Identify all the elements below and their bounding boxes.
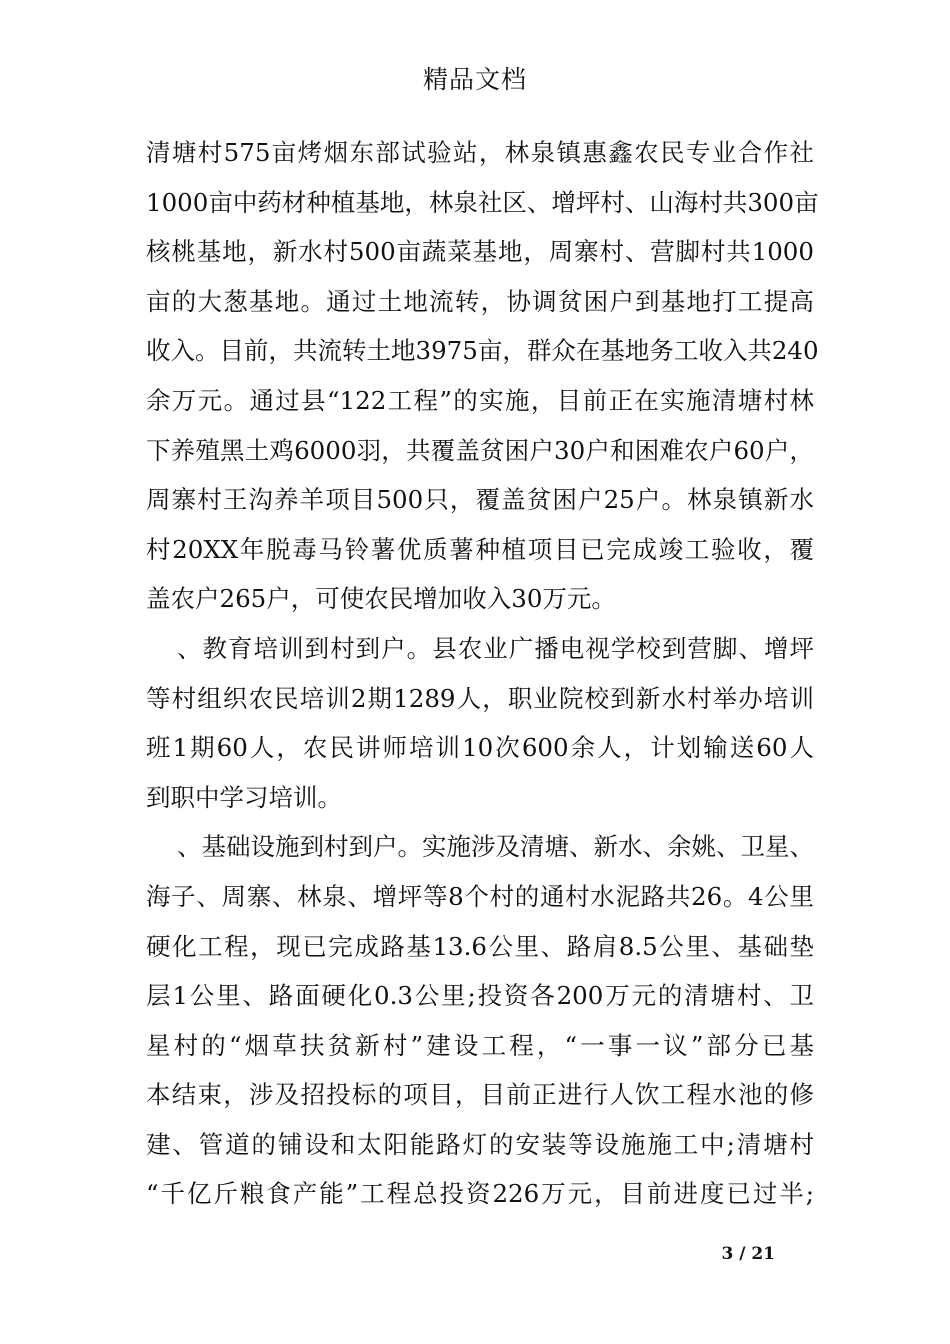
- paragraph-start-education: 、教育培训到村到户。县农业广播电视学校到营脚、增坪: [177, 633, 814, 663]
- text-line: 海子、周寨、林泉、增坪等8个村的通村水泥路共26。4公里: [146, 881, 814, 911]
- text-line: 班1期60人，农民讲师培训10次600余人，计划输送60人: [146, 733, 814, 763]
- text-line: 核桃基地，新水村500亩蔬菜基地，周寨村、营脚村共1000: [146, 237, 814, 267]
- text-line: 亩的大葱基地。通过土地流转，协调贫困户到基地打工提高: [146, 286, 814, 316]
- text-line: 周寨村王沟养羊项目500只，覆盖贫困户25户。林泉镇新水: [146, 485, 814, 515]
- text-line: 清塘村575亩烤烟东部试验站，林泉镇惠鑫农民专业合作社: [146, 138, 814, 167]
- paragraph-start-infrastructure: 、基础设施到村到户。实施涉及清塘、新水、余姚、卫星、: [177, 832, 814, 862]
- text-line: 余万元。通过县“122工程”的实施，目前正在实施清塘村林: [146, 385, 814, 415]
- document-body: [146, 128, 819, 1219]
- page-number: 3 / 21: [721, 1244, 775, 1264]
- text-line: 1000亩中药材种植基地，林泉社区、增坪村、山海村共300亩: [146, 187, 819, 217]
- text-line: 到职中学习培训。: [146, 782, 342, 812]
- text-line: 本结束，涉及招投标的项目，目前正进行人饮工程水池的修: [146, 1080, 814, 1110]
- text-line: 等村组织农民培训2期1289人，职业院校到新水村举办培训: [146, 683, 814, 713]
- text-line: “千亿斤粮食产能”工程总投资226万元，目前进度已过半;: [146, 1179, 814, 1209]
- text-line: 建、管道的铺设和太阳能路灯的安装等设施施工中;清塘村: [146, 1129, 814, 1159]
- text-line: 硬化工程，现已完成路基13.6公里、路肩8.5公里、基础垫: [146, 931, 814, 961]
- text-line: 盖农户265户，可使农民增加收入30万元。: [146, 584, 616, 614]
- text-line: 下养殖黑土鸡6000羽，共覆盖贫困户30户和困难农户60户，: [146, 435, 814, 465]
- text-line: 收入。目前，共流转土地3975亩，群众在基地务工收入共240: [146, 336, 819, 366]
- page-header-title: 精品文档: [422, 65, 527, 94]
- text-line: 星村的“烟草扶贫新村”建设工程，“一事一议”部分已基: [146, 1030, 814, 1060]
- text-line: 层1公里、路面硬化0.3公里;投资各200万元的清塘村、卫: [146, 981, 814, 1011]
- text-line: 村20XX年脱毒马铃薯优质薯种植项目已完成竣工验收，覆: [146, 534, 814, 564]
